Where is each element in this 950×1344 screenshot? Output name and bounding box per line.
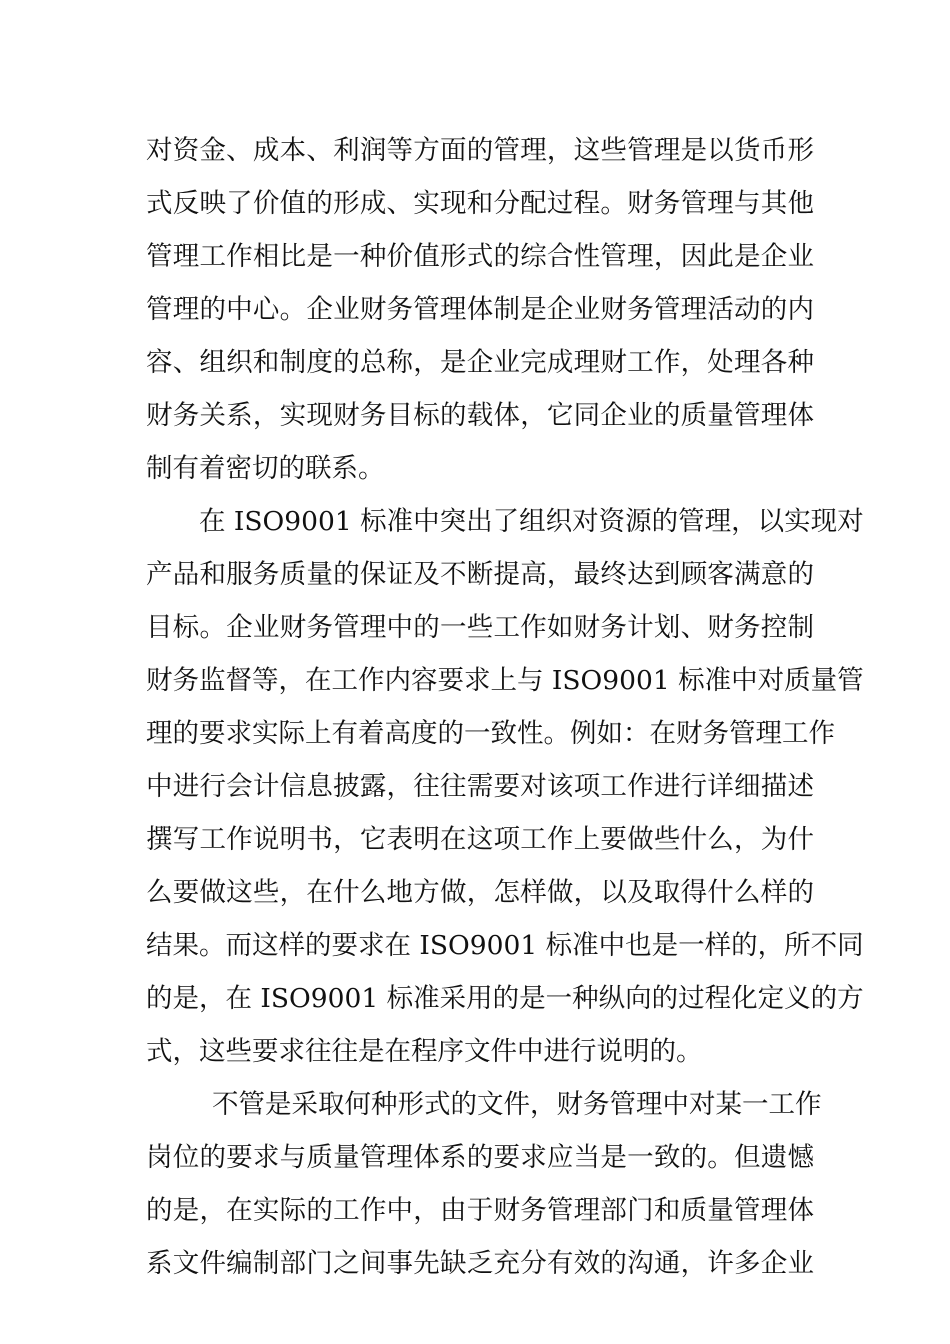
text-line: 财务关系，实现财务目标的载体，它同企业的质量管理体 <box>146 400 814 431</box>
text-line-indented: 在 ISO9001 标准中突出了组织对资源的管理，以实现对 <box>199 506 864 537</box>
text-line: 财务监督等，在工作内容要求上与 ISO9001 标准中对质量管 <box>146 665 864 696</box>
text-line: 的是，在实际的工作中，由于财务管理部门和质量管理体 <box>146 1195 814 1226</box>
text-line: 制有着密切的联系。 <box>146 453 385 484</box>
text-line: 系文件编制部门之间事先缺乏充分有效的沟通，许多企业 <box>146 1248 814 1279</box>
text-line: 么要做这些，在什么地方做，怎样做，以及取得什么样的 <box>146 877 814 908</box>
text-line: 式，这些要求往往是在程序文件中进行说明的。 <box>146 1036 703 1067</box>
text-line: 管理工作相比是一种价值形式的综合性管理，因此是企业 <box>146 241 814 272</box>
text-line: 容、组织和制度的总称，是企业完成理财工作，处理各种 <box>146 347 814 378</box>
text-line: 管理的中心。企业财务管理体制是企业财务管理活动的内 <box>146 294 814 325</box>
text-line: 对资金、成本、利润等方面的管理，这些管理是以货币形 <box>146 135 814 166</box>
text-line: 目标。企业财务管理中的一些工作如财务计划、财务控制 <box>146 612 814 643</box>
text-line: 产品和服务质量的保证及不断提高，最终达到顾客满意的 <box>146 559 814 590</box>
text-line: 中进行会计信息披露，往往需要对该项工作进行详细描述 <box>146 771 814 802</box>
text-line: 式反映了价值的形成、实现和分配过程。财务管理与其他 <box>146 188 814 219</box>
text-line: 理的要求实际上有着高度的一致性。例如：在财务管理工作 <box>146 718 835 749</box>
document-body <box>146 124 864 1290</box>
text-line: 结果。而这样的要求在 ISO9001 标准中也是一样的，所不同 <box>146 930 864 961</box>
text-line: 岗位的要求与质量管理体系的要求应当是一致的。但遗憾 <box>146 1142 814 1173</box>
text-line: 的是，在 ISO9001 标准采用的是一种纵向的过程化定义的方 <box>146 983 864 1014</box>
text-line-indented: 不管是采取何种形式的文件，财务管理中对某一工作 <box>212 1089 822 1120</box>
text-line: 撰写工作说明书，它表明在这项工作上要做些什么，为什 <box>146 824 814 855</box>
